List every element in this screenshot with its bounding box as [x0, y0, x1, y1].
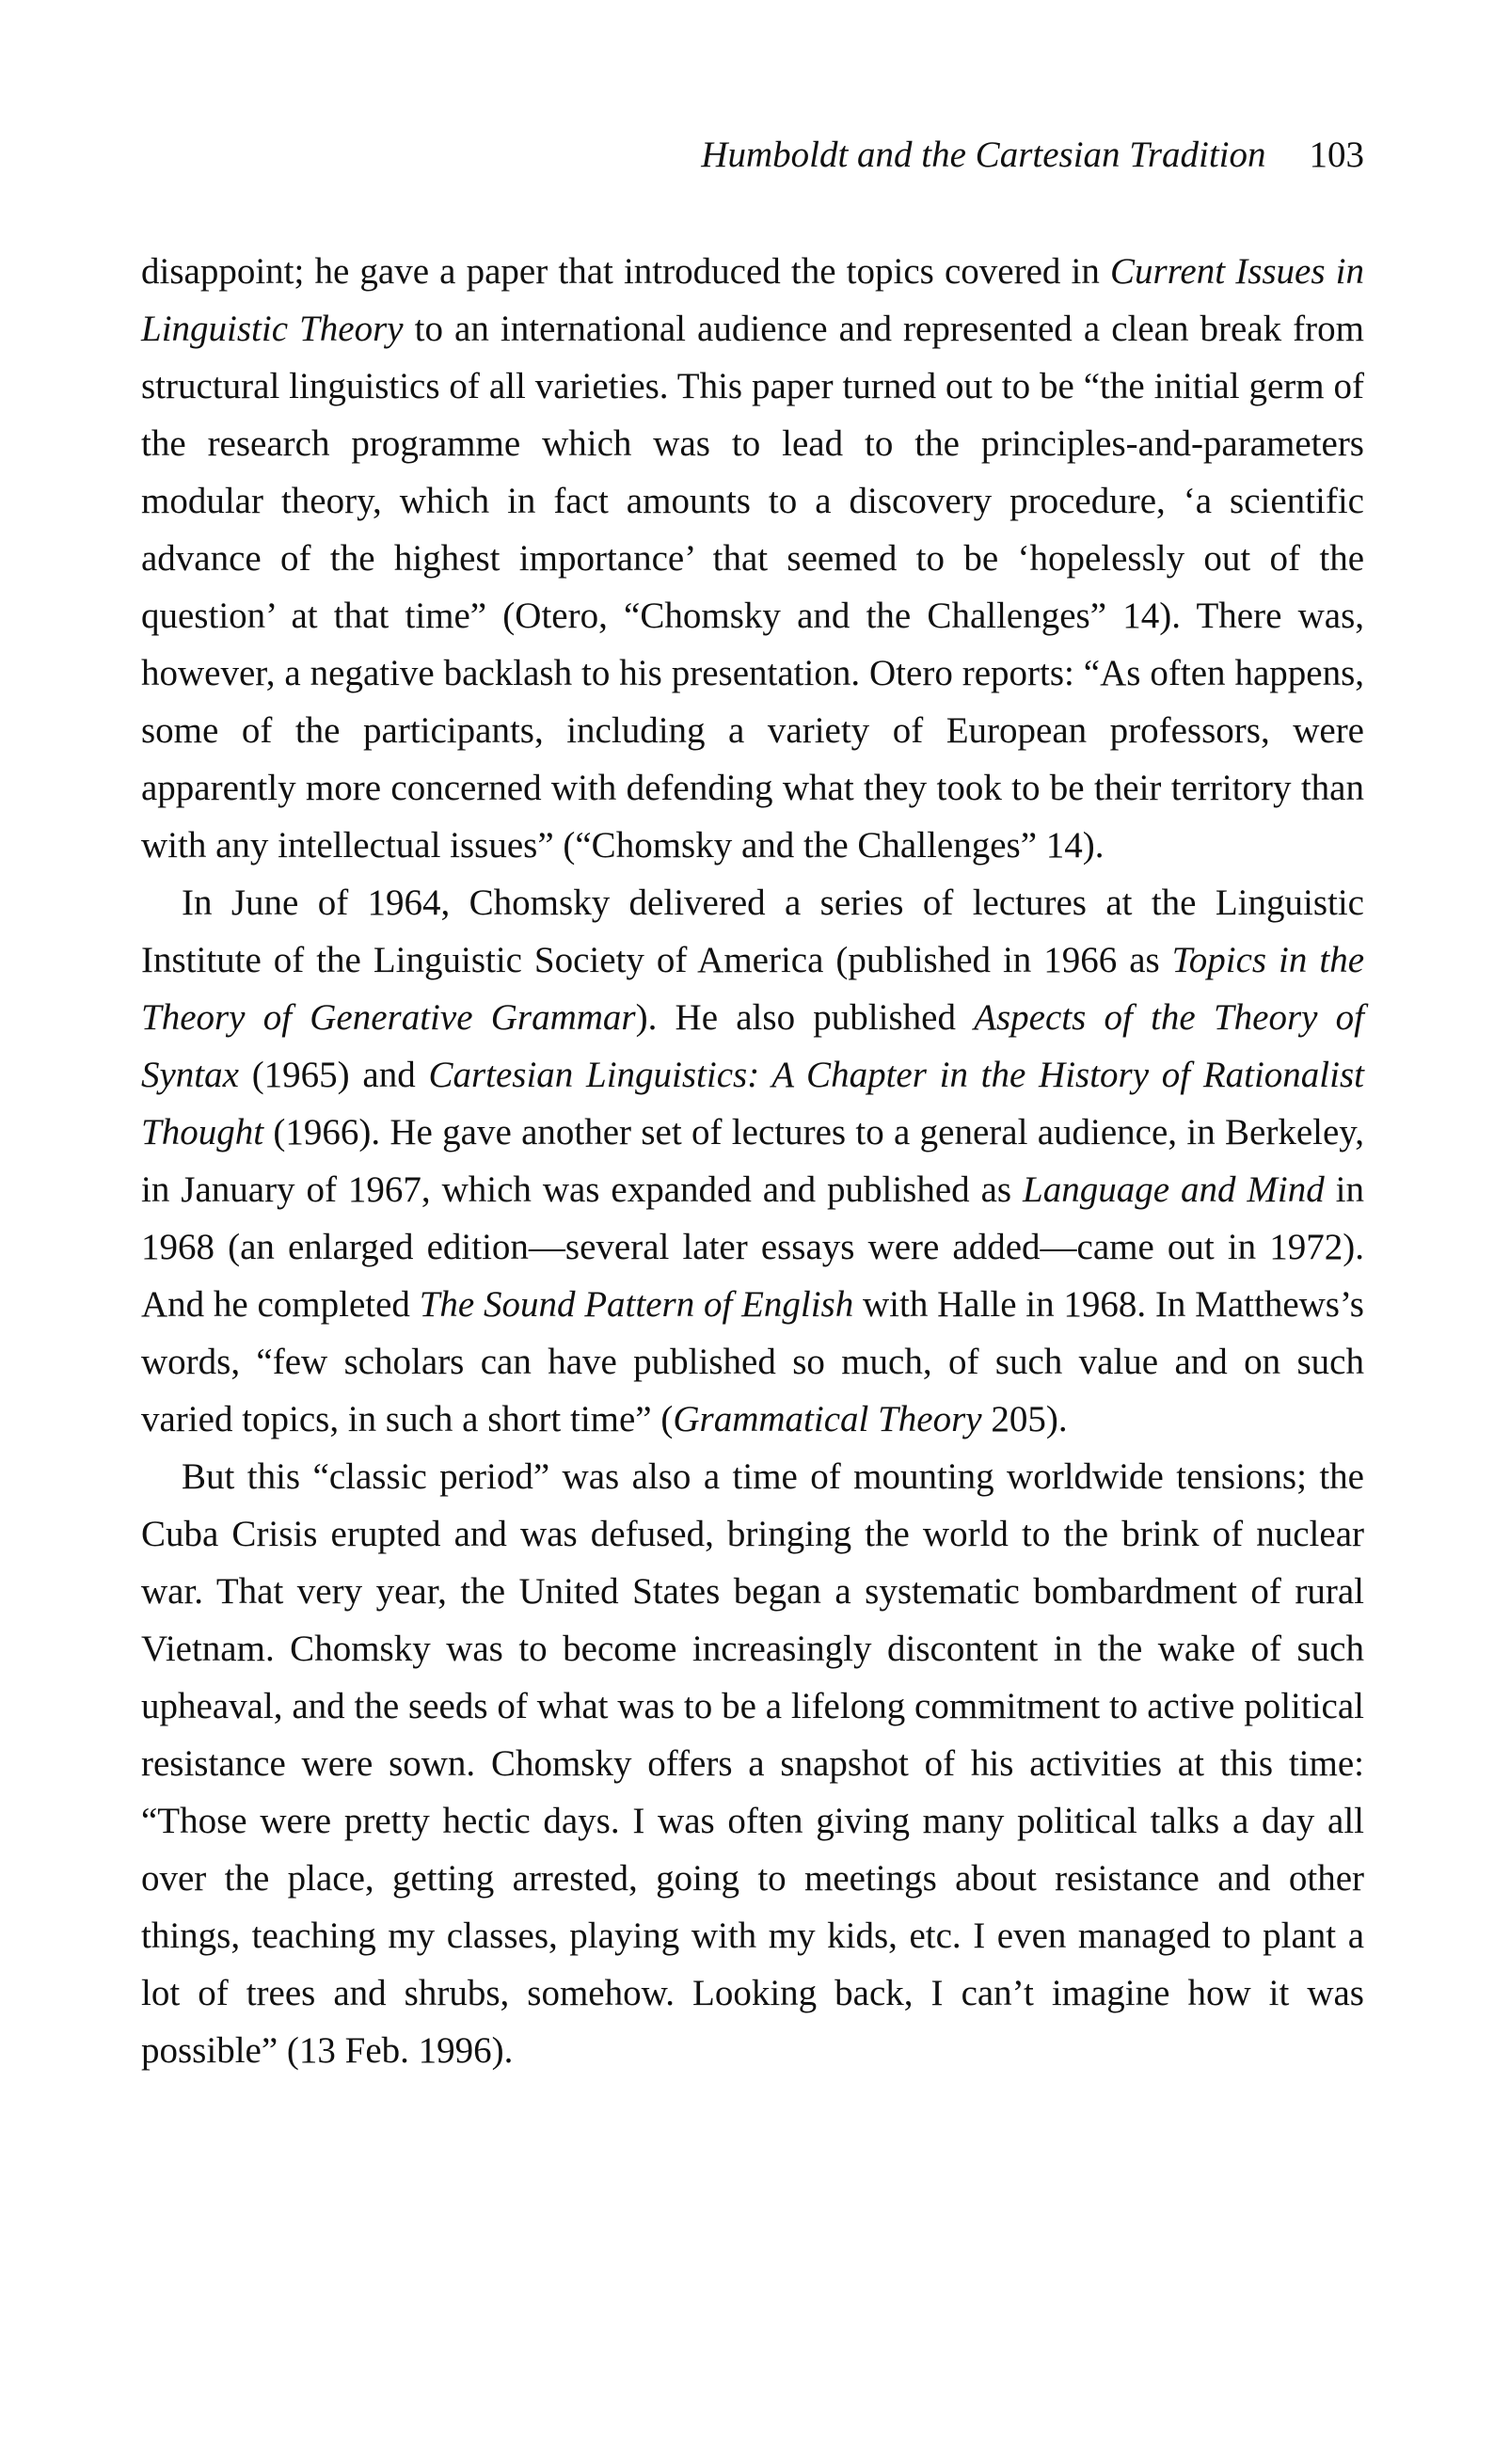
- text-run: But this “classic period” was also a time of mounting worldwide tensions; the Cuba Crisis erupted and was defused, bringing the world to the brink of nuclear war. That very year, the United States began a systematic bombardment of rural Vietnam. Chomsky was to become increasingly discontent in the wake of such upheaval, and the seeds of what was to be a lifelong commitment to active political resistance were sown. Chomsky offers a snapshot of his activities at this time: “Those were pretty hectic days. I was often giving many political talks a day all over the place, getting arrested, going to meetings about resistance and other things, teaching my classes, playing with my kids, etc. I even managed to plant a lot of trees and shrubs, somehow. Looking back, I can’t imagine how it was possible” (13 Feb. 1996).: [141, 1456, 1364, 2071]
- text-run: (1966). He gave another set of lectures to a general audience, in Berkeley, in January of 1967, which was expanded and published as: [141, 1112, 1364, 1210]
- text-run: (1965) and: [238, 1055, 429, 1095]
- text-run: in 1968 (an enlarged edition—several later essays were added—came out in 1972). And he completed: [141, 1169, 1364, 1325]
- italic-title: Current Issues in Linguistic Theory: [141, 251, 1365, 349]
- running-head: [141, 132, 1364, 179]
- paragraph-2: [141, 874, 1364, 1448]
- italic-title: Language and Mind: [1023, 1169, 1325, 1210]
- text-run: ). He also published: [635, 997, 975, 1038]
- italic-title: Grammatical Theory: [673, 1399, 982, 1439]
- text-run: 205).: [981, 1399, 1068, 1439]
- text-run: disappoint; he gave a paper that introduced the topics covered in: [141, 251, 1110, 292]
- italic-title: Aspects of the Theory of Syntax: [141, 997, 1364, 1095]
- text-run: with Halle in 1968. In Matthews’s words, “few scholars can have published so much, of such value and on such varied topics, in such a short time” (: [141, 1284, 1364, 1439]
- text-run: In June of 1964, Chomsky delivered a series of lectures at the Linguistic Institute of the Linguistic Society of America (published in 1966 as: [141, 882, 1364, 980]
- page-number: 103: [1309, 135, 1364, 175]
- paragraph-3: [141, 1448, 1364, 2079]
- running-title: Humboldt and the Cartesian Tradition: [701, 135, 1266, 175]
- text-run: to an international audience and represented a clean break from structural linguistics of all varieties. This paper turned out to be “the initial germ of the research programme which was to lead to the principles-and-parameters modular theory, which in fact amounts to a discovery procedure, ‘a scientific advance of the highest importance’ that seemed to be ‘hopelessly out of the question’ at that time” (Otero, “Chomsky and the Challenges” 14). There was, however, a negative backlash to his presentation. Otero reports: “As often happens, some of the participants, including a variety of European professors, were apparently more concerned with defending what they took to be their territory than with any intellectual issues” (“Chomsky and the Challenges” 14).: [141, 309, 1364, 866]
- italic-title: The Sound Pattern of English: [419, 1284, 854, 1325]
- italic-title: Cartesian Linguistics: A Chapter in the History of Rationalist Thought: [141, 1055, 1364, 1153]
- paragraph-1: [141, 243, 1364, 874]
- body-text: [141, 243, 1364, 2079]
- italic-title: Topics in the Theory of Generative Grammar: [141, 940, 1364, 1038]
- book-page: [141, 132, 1364, 2079]
